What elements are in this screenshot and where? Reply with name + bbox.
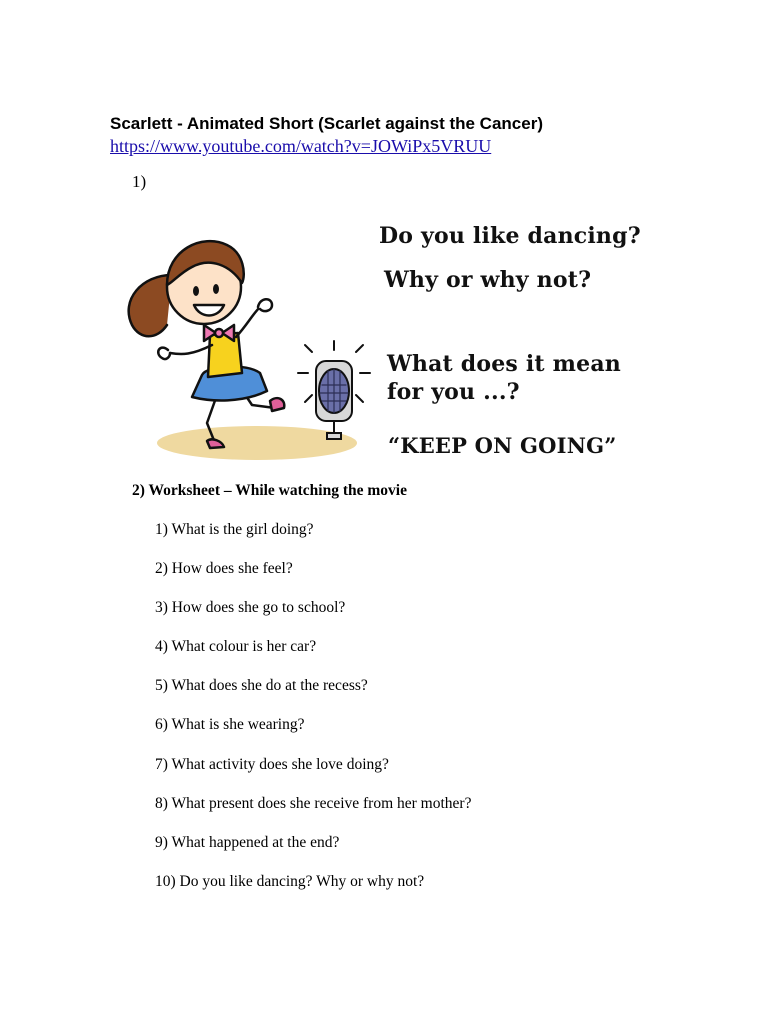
prompt-do-you-like-dancing: Do you like dancing?: [379, 223, 641, 249]
document-title: Scarlett - Animated Short (Scarlet against the Cancer): [110, 114, 543, 133]
dancing-girl-icon: [129, 241, 285, 448]
prompt-keep-on-going: “KEEP ON GOING”: [388, 433, 617, 458]
question-item: 1) What is the girl doing?: [155, 521, 314, 538]
prompt-for-you: for you ...?: [387, 379, 520, 405]
floor-shadow: [157, 426, 357, 460]
worksheet-heading: 2) Worksheet – While watching the movie: [132, 482, 407, 499]
microphone-icon: [298, 341, 370, 439]
question-item: 10) Do you like dancing? Why or why not?: [155, 872, 425, 890]
prompt-what-does-it-mean: What does it mean: [387, 351, 621, 377]
question-item: 2) How does she feel?: [155, 560, 293, 578]
question-item: 8) What present does she receive from her mother?: [155, 794, 472, 812]
question-item: 7) What activity does she love doing?: [155, 755, 389, 773]
question-item: 6) What is she wearing?: [155, 716, 305, 734]
question-item: 5) What does she do at the recess?: [155, 677, 368, 695]
dance-illustration: [112, 205, 662, 470]
youtube-link[interactable]: https://www.youtube.com/watch?v=JOWiPx5VRUU: [110, 136, 492, 156]
question-list: [155, 521, 471, 912]
question-item: 4) What colour is her car?: [155, 638, 317, 656]
prompt-why-or-why-not: Why or why not?: [384, 267, 592, 293]
question-item: 3) How does she go to school?: [155, 599, 346, 617]
question-item: 9) What happened at the end?: [155, 833, 340, 851]
section-1-number: 1): [132, 172, 147, 191]
